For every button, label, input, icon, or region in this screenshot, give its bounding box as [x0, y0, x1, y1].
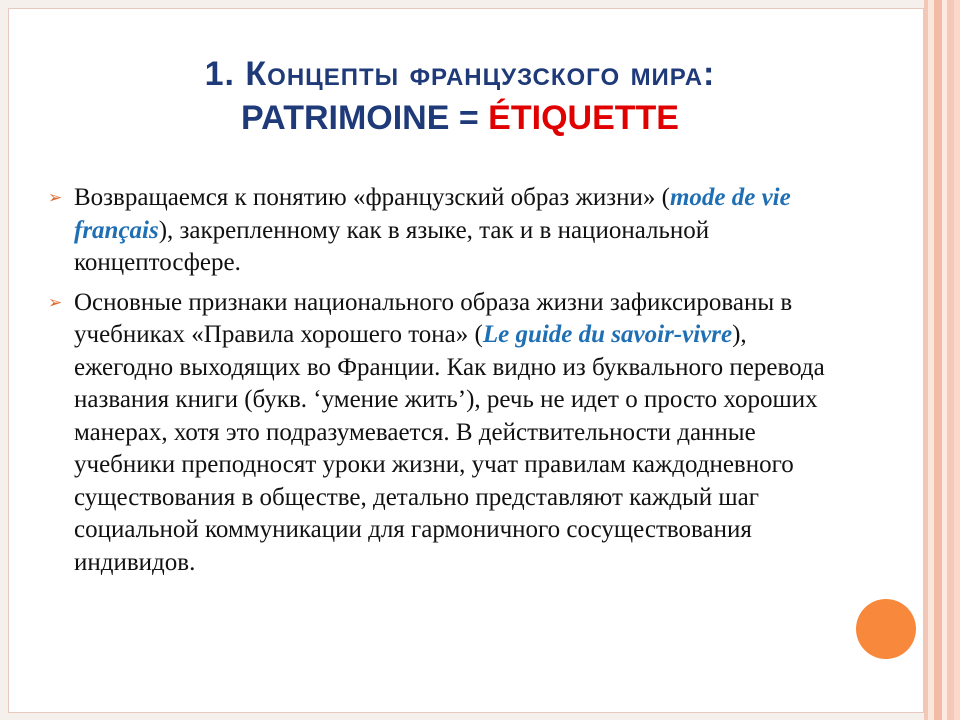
title-patrimoine: PATRIMOINE =	[241, 99, 489, 137]
arrow-bullet-icon: ➢	[48, 292, 63, 313]
bullet-text-pre: Основные признаки национального образа жизни зафиксированы в учебниках «Правила хорошего тона» (	[74, 288, 793, 348]
title-line-1: 1. Концепты французского мира:	[204, 55, 716, 93]
title-etiquette: ÉTIQUETTE	[488, 99, 679, 137]
slide-title	[60, 52, 860, 140]
bullet-item	[46, 287, 846, 580]
bullet-text-post: ), ежегодно выходящих во Франции. Как видно из буквального перевода названия книги (букв. ‘умение жить’), речь не идет о просто хороших манерах, хотя это подразумевается. В действительности данные учебники преподносят уроки жизни, учат правилам каждодневного существования в обществе, детально представляют каждый шаг социальной коммуникации для гармоничного сосуществования индивидов.	[74, 321, 825, 576]
slide-content	[46, 182, 846, 586]
orange-circle-icon	[856, 599, 916, 659]
decorative-stripes	[924, 0, 960, 720]
bullet-emphasis: Le guide du savoir-vivre	[482, 321, 733, 348]
bullet-text-pre: Возвращаемся к понятию «французский образ жизни» (	[74, 184, 670, 211]
bullet-emphasis: mode de vie français	[74, 184, 791, 244]
bullet-item	[46, 182, 846, 280]
arrow-bullet-icon: ➢	[48, 188, 63, 208]
bullet-text-post: ), закрепленному как в языке, так и в национальной концептосфере.	[74, 216, 710, 276]
title-line-2	[60, 96, 860, 140]
